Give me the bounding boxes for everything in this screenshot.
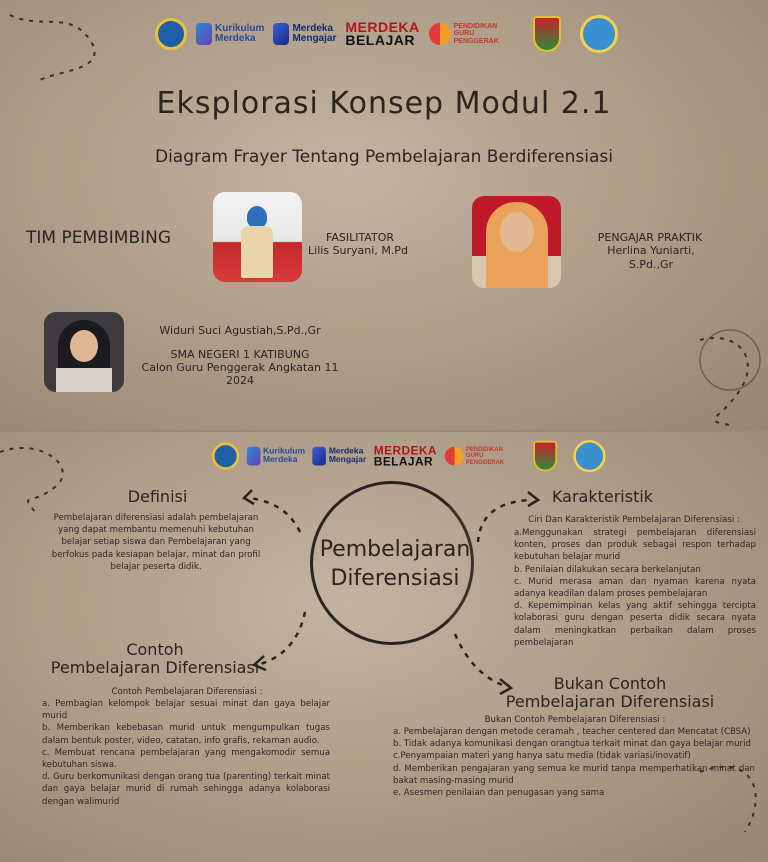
school-name: SMA NEGERI 1 KATIBUNG — [170, 348, 310, 361]
center-circle — [310, 481, 474, 645]
karakteristik-list — [514, 527, 756, 649]
list-item: a. Pembagian kelompok belajar sesuai minat dan gaya belajar murid — [42, 699, 330, 722]
pengajar-role: PENGAJAR PRAKTIK — [597, 231, 703, 244]
list-item: b. Penilaian dilakukan secara berkelanjutan — [514, 564, 701, 575]
karakteristik-intro: Ciri Dan Karakteristik Pembelajaran Diferensiasi : — [528, 515, 740, 525]
list-item: e. Asesmen penilaian dan penugasan yang sama — [393, 788, 605, 799]
frayer-diagram-slide — [0, 432, 768, 862]
center-title-line2: Diferensiasi — [330, 566, 460, 591]
list-item: c. Membuat rencana pembelajaran yang mengakomodir semua kebutuhan siswa. — [42, 747, 330, 771]
school-crest-icon — [573, 440, 605, 472]
list-item: c.Penyampaian materi yang hanya satu media (tidak variasi/inovatif) — [393, 751, 691, 762]
logo-bar — [155, 15, 618, 53]
pendidikan-guru-penggerak-logo: PENDIDIKAN GURU PENGGERAK — [445, 447, 517, 466]
page-subtitle: Diagram Frayer Tentang Pembelajaran Berdiferensiasi — [154, 147, 613, 167]
contoh-intro: Contoh Pembelajaran Diferensiasi : — [111, 687, 263, 697]
merdeka-mengajar-logo: Merdeka Mengajar — [313, 447, 366, 466]
merdeka-belajar-logo: MERDEKA BELAJAR — [373, 443, 437, 469]
author-name: Widuri Suci Agustiah,S.Pd.,Gr — [159, 324, 321, 337]
title-slide — [0, 0, 768, 430]
kurikulum-merdeka-logo: Kurikulum Merdeka — [247, 447, 305, 466]
tut-wuri-logo-icon — [155, 18, 187, 50]
contoh-title-line1: Contoh — [126, 640, 184, 659]
school-crest-icon — [580, 15, 618, 53]
fasilitator-photo — [213, 192, 302, 282]
definisi-title: Definisi — [127, 487, 188, 506]
merdeka-mengajar-logo: Merdeka Mengajar — [273, 23, 336, 45]
list-item: a. Pembelajaran dengan metode ceramah , teacher centered dan Mencatat (CBSA) — [393, 727, 751, 737]
fasilitator-name: Lilis Suryani, M.Pd — [308, 244, 408, 257]
center-title-line1: Pembelajaran — [319, 537, 471, 562]
karakteristik-title: Karakteristik — [551, 487, 654, 506]
bukan-intro: Bukan Contoh Pembelajaran Diferensiasi : — [484, 715, 666, 725]
list-item: a.Menggunakan strategi pembelajaran diferensiasi konten, proses dan produk sebagai respon terhadap kebutuhan belajar murid — [514, 528, 756, 563]
definisi-text: Pembelajaran diferensiasi adalah pembelajaran yang dapat membantu memenuhi kebutuhan belajar setiap siswa dan Pembelajaran yang berfokus pada kesiapan belajar, minat dan profil belajar peserta didik. — [51, 513, 261, 572]
bukan-list — [393, 726, 755, 799]
lampung-crest-icon — [533, 441, 557, 472]
program-name: Calon Guru Penggerak Angkatan 11 — [141, 361, 339, 374]
fasilitator-role: FASILITATOR — [326, 231, 394, 244]
bukan-title-line2: Pembelajaran Diferensiasi — [505, 692, 715, 711]
year: 2024 — [226, 374, 254, 387]
bukan-title-line1: Bukan Contoh — [553, 674, 667, 693]
tut-wuri-logo-icon — [212, 443, 239, 470]
list-item: b. Tidak adanya komunikasi dengan orangtua terkait minat dan gaya belajar murid — [393, 739, 751, 750]
merdeka-belajar-logo: MERDEKA BELAJAR — [345, 18, 420, 48]
list-item: d. Kepemimpinan kelas yang aktif sehingga tercipta kolaborasi guru dengan peserta didik secara nyata dalam meningkatkan perbaikan dalam proses pembelajaran — [514, 601, 756, 648]
pengajar-photo — [472, 196, 561, 288]
logo-bar-2 — [212, 440, 605, 472]
lampung-crest-icon — [533, 16, 561, 52]
contoh-title-line2: Pembelajaran Diferensiasi — [50, 658, 260, 677]
pendidikan-guru-penggerak-logo: PENDIDIKAN GURU PENGGERAK — [429, 23, 514, 45]
list-item: b. Memberikan kebebasan murid untuk mengumpulkan tugas dalam bentuk poster, video, catatan, info grafis, rekaman audio. — [42, 723, 330, 746]
tim-pembimbing-label: TIM PEMBIMBING — [26, 228, 172, 248]
list-item: d. Memberikan pengajaran yang semua ke murid tanpa memperhatikan minat dan bakat masing-masing murid — [393, 763, 755, 786]
contoh-list — [42, 698, 330, 808]
list-item: d. Guru berkomunikasi dengan orang tua (parenting) terkait minat dan gaya belajar murid di rumah sehingga adanya kolaborasi dengan walimurid — [42, 772, 330, 807]
page-title: Eksplorasi Konsep Modul 2.1 — [156, 86, 612, 121]
kurikulum-merdeka-logo: Kurikulum Merdeka — [196, 23, 264, 45]
pengajar-name: Herlina Yuniarti, S.Pd.,Gr — [607, 244, 695, 271]
author-photo — [44, 312, 124, 392]
list-item: c. Murid merasa aman dan nyaman karena nyata adanya keadilan dalam proses pembelajaran — [514, 576, 756, 600]
